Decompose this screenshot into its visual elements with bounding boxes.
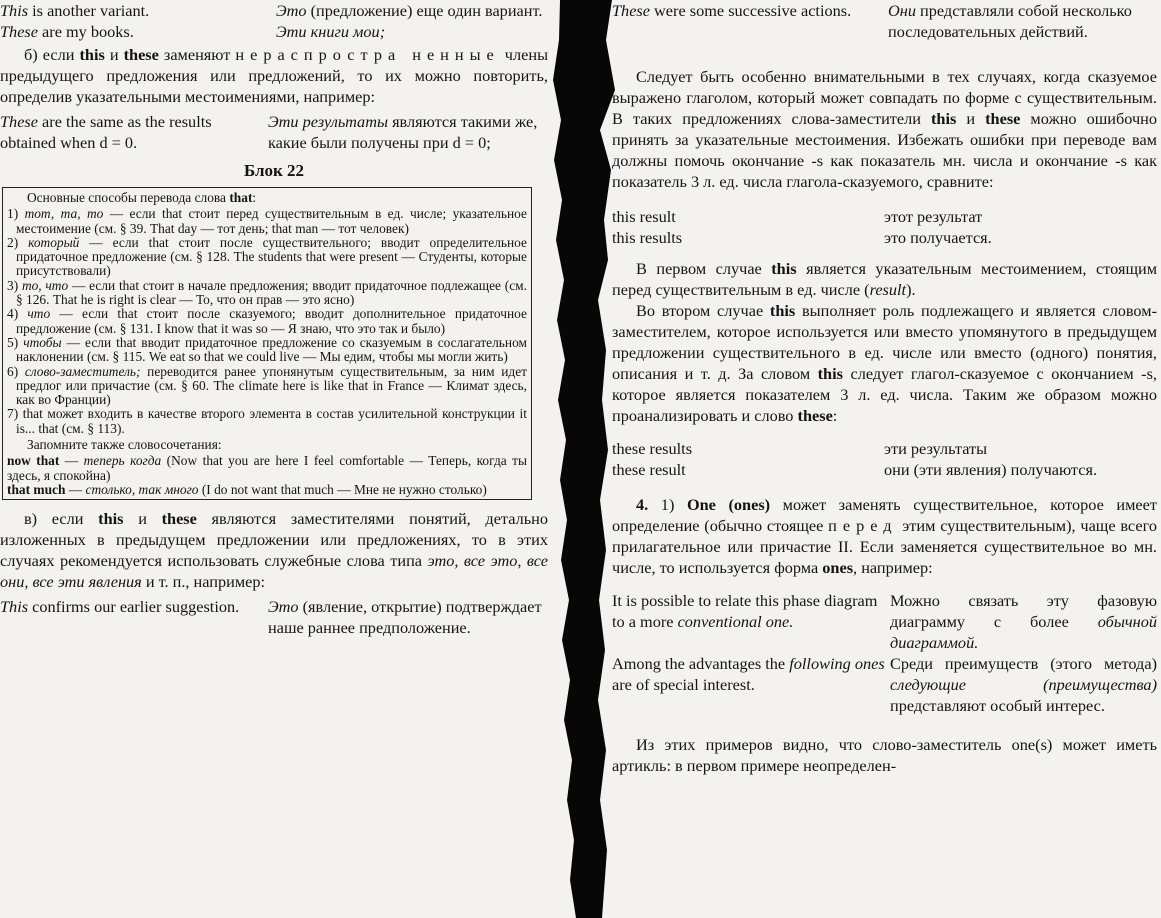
paragraph: Из этих примеров видно, что слово-заместитель one(s) может иметь артикль: в первом примере неопределен- xyxy=(612,735,1157,775)
box-items xyxy=(7,207,527,436)
example-pair: These are the same as the results obtained when d = 0. Эти результаты являются такими же, какие были получены при d = 0; xyxy=(0,112,538,152)
paragraph: В первом случае this является указательным местоимением, стоящим перед существительным в ед. числе (result). xyxy=(612,259,1157,299)
example-pair: It is possible to relate this phase diagram to a more conventional one. Можно связать эту фазовую диаграмму с более обычной диаграммой. xyxy=(612,591,1157,652)
box-item: 4) что — если that стоит после сказуемого; вводит дополнительное придаточное предложение (см. § 131. I know that it was so — Я знаю, что это так и было) xyxy=(7,306,527,336)
example-pair: These were some successive actions. Они представляли собой несколько последовательных действий. xyxy=(612,1,1132,41)
comparison-row: this results это получается. xyxy=(612,228,992,247)
left-page-column xyxy=(0,0,548,638)
comparison-row: this result этот результат xyxy=(612,207,983,226)
paragraph: Следует быть особенно внимательными в тех случаях, когда сказуемое выражено глаголом, который может совпадать по форме с существительным. В таких предложениях слова-заместители this и these можно ошибочно принять за указательные местоимения. Избежать ошибки при переводе вам должны помочь окончание -s как показатель мн. числа и окончание -s как показатель 3 л. ед. числа глагола-сказуемого, сравните: xyxy=(612,67,1158,191)
box-item: 3) то, что — если that стоит в начале предложения; вводит придаточное подлежащее (см. § 126. That he is right is clear — То, что он прав — это ясно) xyxy=(7,277,527,308)
box-item: 1) тот, та, то — если that стоит перед существительным в ед. числе; указательное местоимение (см. § 39. That day — тот день; that man — тот человек) xyxy=(7,206,527,236)
paragraph: Во втором случае this выполняет роль подлежащего и является словом-заместителем, которое используется или вместо упомянутого в предыдущем предложении существительного в ед. числе или вместо (одного) понятия, описания и т. д. За словом this следует глагол-сказуемое с окончанием -s, которое является показателем 3 л. ед. числа. Таким же образом можно проанализировать и слово these: xyxy=(612,301,1157,425)
comparison-list xyxy=(612,438,1157,480)
comparison-list xyxy=(612,206,1157,248)
box-title: Основные способы перевода слова that: xyxy=(27,190,257,205)
rule-box xyxy=(2,187,532,500)
box-item: 6) слово-заместитель; переводится ранее упонянутым существительным, за ним идет предлог или причастие (см. § 60. The climate here is like that in France — Климат здесь, как во Франции) xyxy=(7,363,527,408)
box-item: 5) чтобы — если that вводит придаточное предложение со сказуемым в сослагательном наклонении (см. § 115. We eat so that we could live — Мы едим, чтобы мы могли жить) xyxy=(7,334,527,365)
right-page-column xyxy=(612,0,1157,776)
comparison-row: these results эти результаты xyxy=(612,439,988,458)
torn-page-edge xyxy=(520,0,630,918)
box-item: 7) that может входить в качестве второго элемента в состав усилительной конструкции it is... that (см. § 113). xyxy=(7,406,527,436)
box-combo: now that — теперь когда (Now that you are here I feel comfortable — Теперь, когда ты здесь, я спокойна) xyxy=(7,453,527,483)
example-pair: Among the advantages the following ones are of special interest. Среди преимуществ (этого метода) следующие (преимущества) представляют особый интерес. xyxy=(612,654,1157,715)
box-item: 2) который — если that стоит после существительного; вводит определительное придаточное предложение (см. § 128. The students that were present — Студенты, которые присутствовали) xyxy=(7,234,527,279)
box-combo: that much — столько, так много (I do not want that much — Мне не нужно столько) xyxy=(7,481,487,497)
example-pair: This confirms our earlier suggestion. Это (явление, открытие) подтверждает наше раннее предположение. xyxy=(0,597,542,638)
comparison-row: these result они (эти явления) получаются. xyxy=(612,460,1098,479)
example-pair: This is another variant. Это (предложение) еще один вариант. xyxy=(0,1,543,20)
paragraph: 4. 1) One (ones) может заменять существительное, которое имеет определение (обычно стоящее перед этим существительным), чаще всего прилагательное или причастие II. Если заменяется существительное во мн. числе, то используется форма ones, например: xyxy=(612,495,1158,577)
block-title: Блок 22 xyxy=(243,161,305,180)
paragraph-b: б) если this и these заменяют нераспростра ненные члены предыдущего предложения или предложений, то их можно повторить, определив указательными местоимениями, например: xyxy=(0,45,549,106)
box-remember: Запомните также словосочетания: xyxy=(27,437,222,453)
example-pair: These are my books. Эти книги мои; xyxy=(0,22,386,41)
paragraph-v: в) если this и these являются заместителями понятий, детально изложенных в предыдущем предложении или предложениях, то в этих случаях рекомендуется использовать служебные слова типа это, все это, все они, все эти явления и т. п., например: xyxy=(0,509,549,592)
